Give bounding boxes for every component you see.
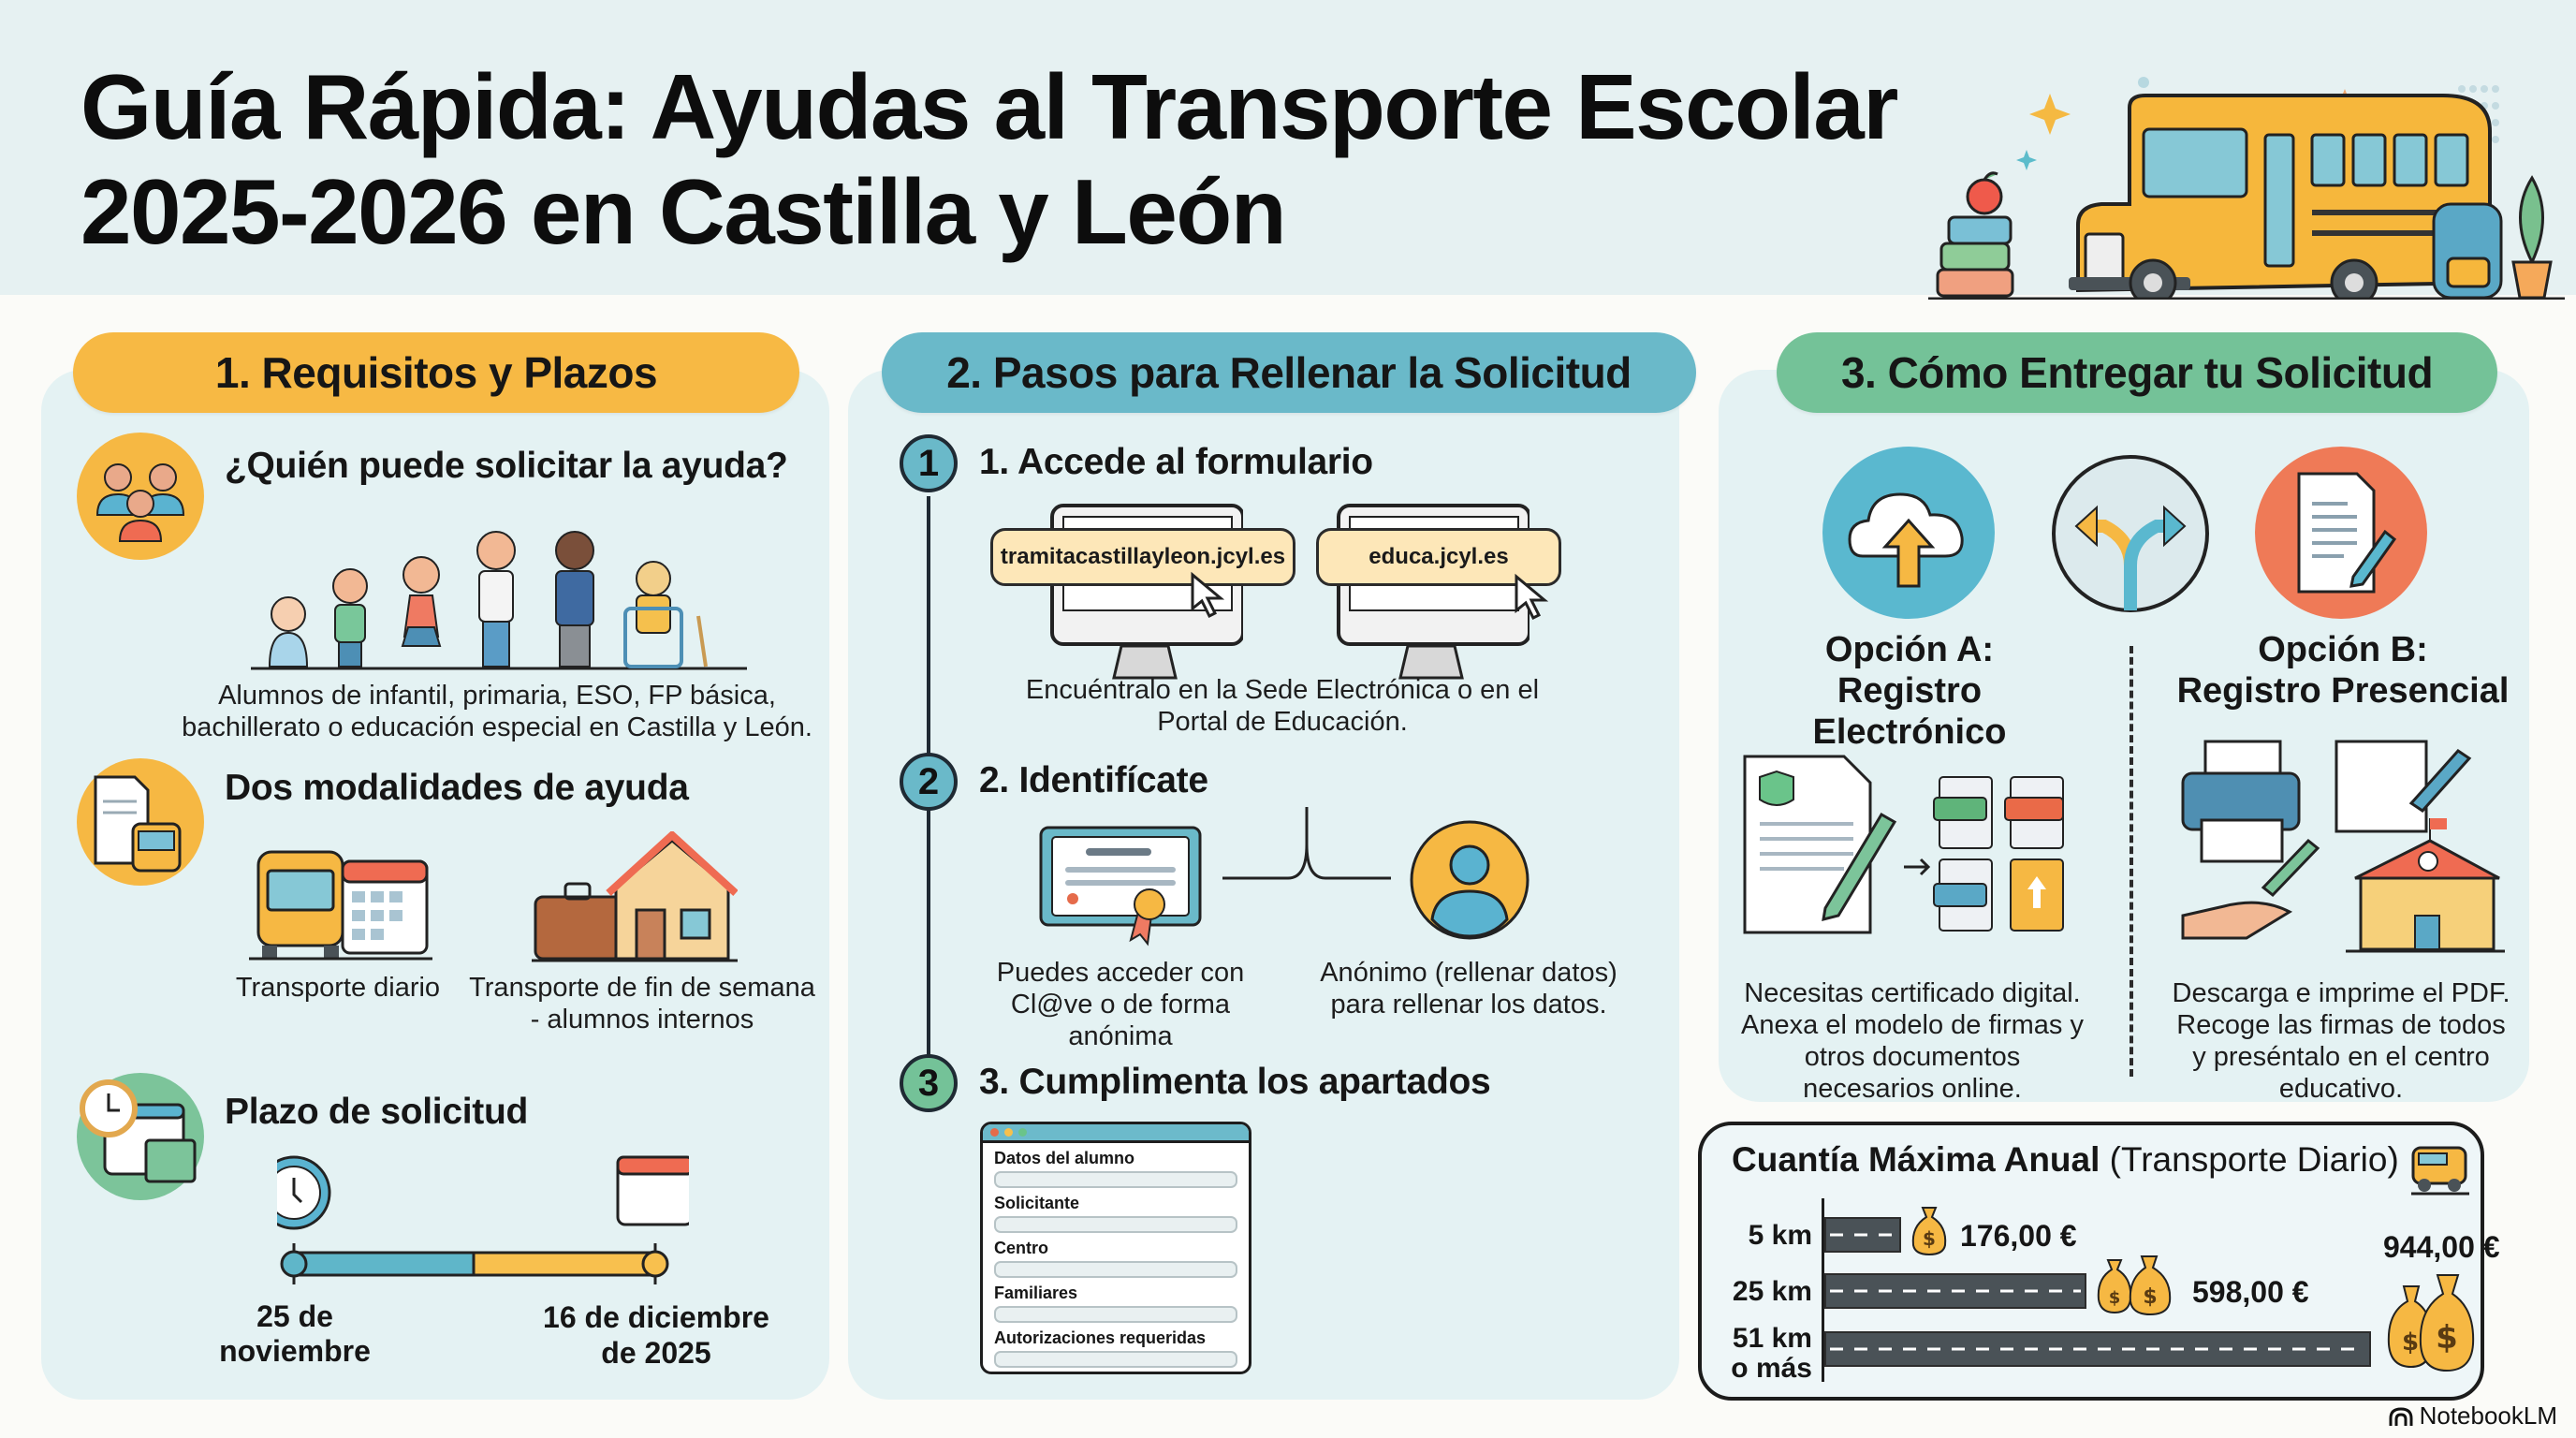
option-a-description: Necesitas certificado digital. Anexa el modelo de firmas y otros documentos necesarios online. [1741,978,2084,1104]
print-sign-deliver-icon [2177,738,2505,962]
branch-connector-icon [1222,807,1391,882]
user-avatar-icon [1408,818,1531,942]
timeline [277,1148,689,1288]
who-description: Alumnos de infantil, primaria, ESO, FP básica, bachillerato o educación especial en Castilla y León. [182,681,812,742]
step-3-badge: 3 [900,1054,958,1112]
deadline-start-date: 25 de noviembre [219,1299,371,1368]
page-title [80,54,1897,264]
split-arrows-icon [2050,453,2211,614]
modalities-heading: Dos modalidades de ayuda [225,768,689,808]
option-a-title-line1: Opción A: [1824,630,1995,669]
money-bags-large-icon [2385,1273,2475,1376]
amounts-title [1732,1140,2399,1180]
step-2-badge: 2 [900,753,958,811]
form-field-centro[interactable] [994,1261,1237,1278]
distance-label: 5 km [1748,1220,1812,1251]
money-bags-icon [2095,1255,2175,1316]
url-link-educa[interactable]: educa.jcyl.es [1316,528,1561,586]
amount-bar-25km [1824,1273,2086,1309]
document-bus-icon [77,758,204,886]
option-b-title-line1: Opción B: [2258,630,2428,669]
option-b-title-line2: Registro Presencial [2176,671,2510,711]
amount-bar-5km [1824,1217,1901,1253]
deadline-end-date: 16 de diciembre de 2025 [543,1300,769,1370]
svg-text:$: $ [1923,1227,1936,1250]
step-1-description: Encuéntralo en la Sede Electrónica o en el Portal de Educación. [1025,675,1540,737]
distance-label: 25 km [1732,1276,1812,1307]
title-line-2: 2025-2026 en Castilla y León [80,160,1286,263]
form-section-label: Autorizaciones requeridas [994,1328,1207,1347]
modality-daily-label: Transporte diario [235,973,441,1003]
identify-option-anonymous: Anónimo (rellenar datos) para rellenar los datos. [1320,958,1617,1020]
brand-watermark [2388,1401,2557,1431]
document-pen-icon [2254,446,2428,620]
svg-text:$: $ [2436,1319,2458,1357]
bus-icon [2411,1144,2469,1196]
section-2-panel [848,370,1679,1400]
svg-text:$: $ [2143,1285,2158,1309]
url-link-tramitacastillayleon[interactable]: tramitacastillayleon.jcyl.es [990,528,1295,586]
digital-signature-docs-icon [1741,749,2087,946]
svg-text:$: $ [2401,1328,2420,1357]
cloud-upload-icon [1822,446,1996,620]
family-icon [77,433,204,560]
amounts-title-normal: (Transporte Diario) [2109,1140,2399,1179]
amount-value-5km: 176,00 € [1960,1219,2077,1253]
who-heading: ¿Quién puede solicitar la ayuda? [225,446,788,486]
section-3-title: 3. Cómo Entregar tu Solicitud [1777,332,2497,413]
notebooklm-logo-icon [2388,1405,2414,1428]
suitcase-house-icon [532,831,738,962]
money-bag-icon [1910,1204,1949,1256]
cursor-icon [1513,573,1550,622]
form-field-solicitante[interactable] [994,1216,1237,1233]
form-field-datos-alumno[interactable] [994,1171,1237,1188]
step-1-badge: 1 [900,434,958,492]
form-section-label: Datos del alumno [994,1149,1135,1167]
form-section-label: Solicitante [994,1194,1080,1212]
form-section-label: Centro [994,1239,1048,1257]
title-line-1: Guía Rápida: Ayudas al Transporte Escolar [80,55,1897,158]
bus-calendar-icon [249,843,436,964]
option-a-title [1741,629,2078,753]
form-section-label: Familiares [994,1284,1078,1302]
options-divider [2130,646,2133,1077]
students-illustration [251,496,747,674]
step-3-heading: 3. Cumplimenta los apartados [979,1062,1491,1102]
identify-option-clave: Puedes acceder con Cl@ve o de forma anónima [996,958,1245,1051]
certificate-icon [1037,818,1206,949]
option-b-title [2170,629,2516,712]
cursor-icon [1189,571,1226,620]
option-a-title-line2: Registro Electrónico [1812,671,2007,752]
form-window-titlebar [983,1124,1249,1143]
clock-calendar-icon [77,1073,204,1200]
section-2-title: 2. Pasos para Rellenar la Solicitud [882,332,1696,413]
amount-value-25km: 598,00 € [2192,1275,2309,1309]
amount-value-51km: 944,00 € [2383,1230,2500,1264]
amounts-title-bold: Cuantía Máxima Anual [1732,1140,2100,1179]
application-form-preview [980,1122,1251,1374]
modality-weekend-label: Transporte de fin de semana - alumnos internos [469,973,815,1034]
section-1-title: 1. Requisitos y Plazos [73,332,799,413]
deadline-heading: Plazo de solicitud [225,1092,528,1132]
amount-bar-51km [1824,1331,2371,1367]
step-2-heading: 2. Identifícate [979,760,1208,800]
option-b-description: Descarga e imprime el PDF. Recoge las firmas de todos y preséntalo en el centro educativo. [2172,978,2510,1104]
brand-name: NotebookLM [2419,1401,2557,1430]
form-field-familiares[interactable] [994,1306,1237,1323]
school-bus-illustration [1928,37,2565,300]
form-field-autorizaciones[interactable] [994,1351,1237,1368]
distance-label: 51 km o más [1731,1323,1812,1384]
svg-text:$: $ [2108,1288,2121,1308]
step-1-heading: 1. Accede al formulario [979,442,1373,482]
